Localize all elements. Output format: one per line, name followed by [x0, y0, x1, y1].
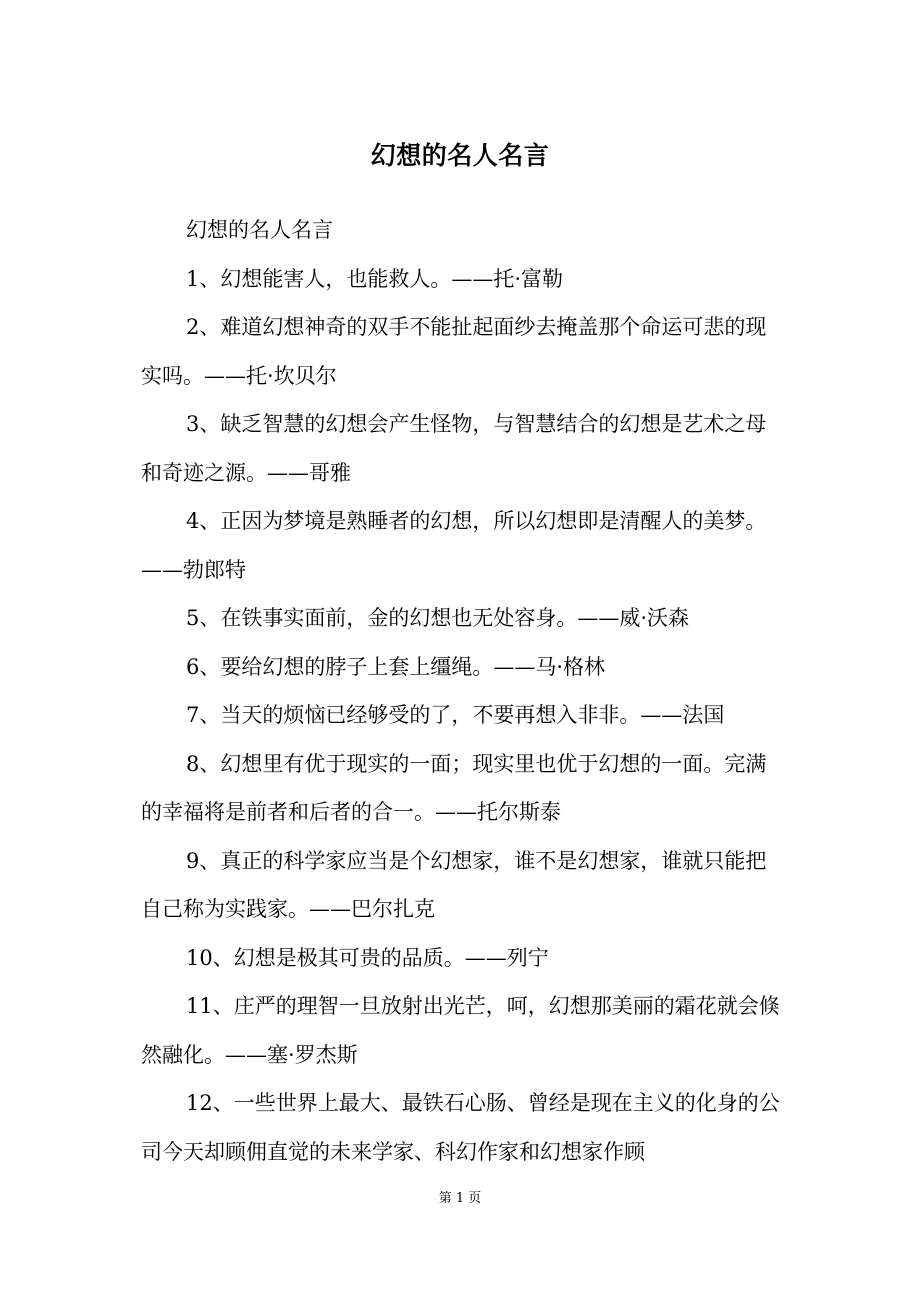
quote-2: 2、难道幻想神奇的双手不能扯起面纱去掩盖那个命运可悲的现实吗。——托·坎贝尔: [141, 315, 767, 388]
quote-9: 9、真正的科学家应当是个幻想家，谁不是幻想家，谁就只能把自己称为实践家。——巴尔扎克: [141, 848, 767, 921]
document-body: [141, 206, 781, 1176]
quote-12: 12、一些世界上最大、最铁石心肠、曾经是现在主义的化身的公司今天却顾佣直觉的未来学家、科幻作家和幻想家作顾: [141, 1091, 780, 1164]
quote-5: 5、在铁事实面前，金的幻想也无处容身。——威·沃森: [186, 606, 690, 630]
quote-6: 6、要给幻想的脖子上套上缰绳。——马·格林: [186, 654, 606, 679]
quote-10: 10、幻想是极其可贵的品质。——列宁: [186, 945, 549, 970]
quote-7: 7、当天的烦恼已经够受的了，不要再想入非非。——法国: [186, 703, 725, 727]
page-number: 第 1 页: [438, 1191, 482, 1206]
quote-4: 4、正因为梦境是熟睡者的幻想，所以幻想即是清醒人的美梦。——勃郎特: [141, 509, 767, 582]
intro-paragraph: 幻想的名人名言: [186, 218, 333, 242]
document-title: 幻想的名人名言: [370, 141, 550, 170]
quote-1: 1、幻想能害人，也能救人。——托·富勒: [186, 266, 564, 291]
quote-3: 3、缺乏智慧的幻想会产生怪物，与智慧结合的幻想是艺术之母和奇迹之源。——哥雅: [141, 412, 767, 485]
quote-8: 8、幻想里有优于现实的一面；现实里也优于幻想的一面。完满的幸福将是前者和后者的合一。——托尔斯泰: [141, 751, 767, 824]
quote-11: 11、庄严的理智一旦放射出光芒，呵，幻想那美丽的霜花就会倏然融化。——塞·罗杰斯: [141, 994, 780, 1067]
